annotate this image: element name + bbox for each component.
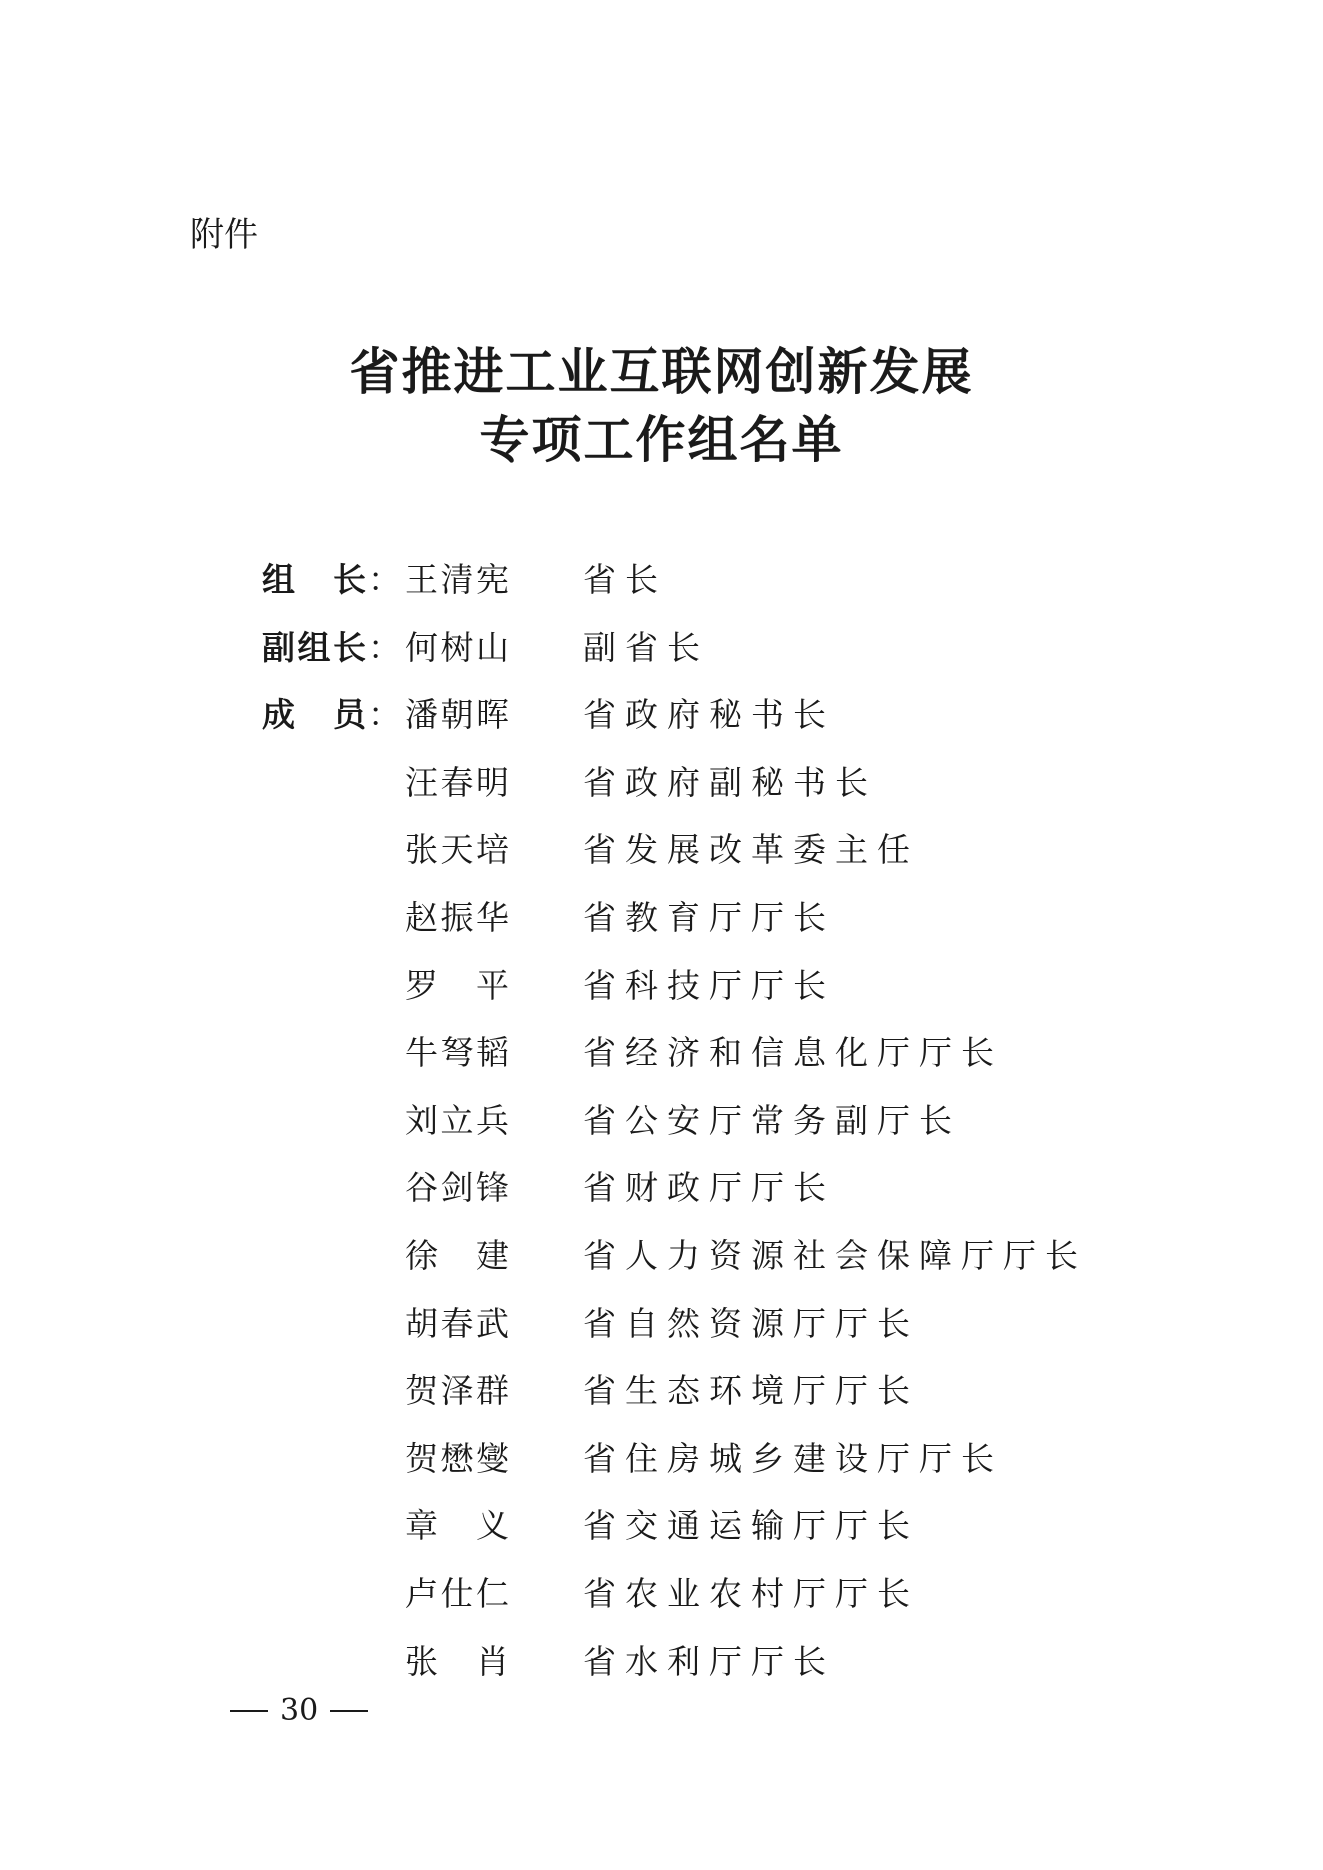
roster-post: 省发展改革委主任 xyxy=(583,830,919,870)
roster-name-char: 章 xyxy=(405,1506,438,1546)
roster-name xyxy=(405,1028,509,1078)
roster-name-char: 韬 xyxy=(476,1033,509,1073)
roster-name-char: 张 xyxy=(405,1641,438,1681)
roster-post: 省住房城乡建设厅厅长 xyxy=(583,1438,1003,1478)
roster-post: 省交通运输厅厅长 xyxy=(583,1506,919,1546)
roster-role-char: 组 xyxy=(262,560,295,599)
roster-name-char: 赵 xyxy=(405,898,438,937)
roster-post: 省经济和信息化厅厅长 xyxy=(583,1033,1003,1073)
roster-post: 省农业农村厅厅长 xyxy=(583,1574,919,1613)
roster-name-char: 明 xyxy=(476,762,509,802)
roster-post: 省长 xyxy=(583,560,667,599)
roster-row xyxy=(0,961,1323,1011)
roster-name xyxy=(405,1569,509,1619)
roster-post: 省教育厅厅长 xyxy=(583,898,835,937)
roster-name-char: 贺 xyxy=(405,1371,438,1411)
roster-row xyxy=(0,1299,1323,1349)
roster-colon: ： xyxy=(368,627,401,667)
roster-name-char: 汪 xyxy=(405,762,438,802)
roster-name-char: 贺 xyxy=(405,1438,438,1478)
roster-row xyxy=(0,893,1323,943)
roster-post: 省政府副秘书长 xyxy=(583,762,877,802)
roster-name xyxy=(405,1501,509,1551)
roster-name-char: 立 xyxy=(440,1100,474,1140)
roster-post: 省自然资源厅厅长 xyxy=(583,1303,919,1343)
roster-name-char: 仁 xyxy=(476,1574,509,1613)
roster-name-char: 朝 xyxy=(440,695,474,735)
roster-name xyxy=(405,893,509,943)
roster-name-char: 卢 xyxy=(405,1574,438,1613)
roster-name xyxy=(405,1163,509,1213)
roster-role-char: 组 xyxy=(297,627,331,667)
roster-post: 省公安厅常务副厅长 xyxy=(583,1100,961,1140)
roster-name-char: 仕 xyxy=(440,1574,474,1613)
roster-name-char: 肖 xyxy=(476,1641,509,1681)
roster-name xyxy=(405,623,509,673)
page-number: 30 xyxy=(280,1693,319,1728)
document-title-line-1: 省推进工业互联网创新发展 xyxy=(349,342,974,401)
roster-row xyxy=(0,758,1323,808)
roster-name-char: 兵 xyxy=(476,1100,509,1140)
roster-name xyxy=(405,961,509,1011)
roster-role-char: 成 xyxy=(262,695,295,735)
roster-role-char: 长 xyxy=(333,560,366,599)
roster-name xyxy=(405,825,509,875)
roster-name xyxy=(405,690,509,740)
roster-row xyxy=(0,1569,1323,1619)
roster-name-char: 何 xyxy=(405,627,438,667)
right-dash xyxy=(330,1710,368,1712)
roster-name-char: 春 xyxy=(440,1303,474,1343)
roster-name xyxy=(405,758,509,808)
roster-row xyxy=(0,1501,1323,1551)
roster-name-char: 武 xyxy=(476,1303,509,1343)
roster-name xyxy=(405,1299,509,1349)
roster-post: 省生态环境厅厅长 xyxy=(583,1371,919,1411)
roster-row xyxy=(0,623,1323,673)
roster-name-char: 树 xyxy=(440,627,474,667)
roster-name-char: 潘 xyxy=(405,695,438,735)
roster-name-char: 张 xyxy=(405,830,438,870)
roster-name xyxy=(405,1434,509,1484)
roster-row xyxy=(0,1163,1323,1213)
roster-name-char: 徐 xyxy=(405,1236,438,1275)
roster-name-char: 平 xyxy=(476,965,509,1005)
left-dash xyxy=(230,1710,268,1712)
roster-post: 省财政厅厅长 xyxy=(583,1168,835,1208)
roster-role-char: 副 xyxy=(262,627,295,667)
roster-name-char: 弩 xyxy=(440,1033,474,1073)
roster-name-char: 锋 xyxy=(476,1168,509,1208)
roster-post: 省水利厅厅长 xyxy=(583,1641,835,1681)
roster-name-char: 晖 xyxy=(476,695,509,735)
roster-role-char: 长 xyxy=(333,627,366,667)
roster-role xyxy=(262,690,366,740)
document-title-line-2: 专项工作组名单 xyxy=(479,410,844,469)
roster-name-char: 义 xyxy=(476,1506,509,1546)
roster-name-char: 刘 xyxy=(405,1100,438,1140)
roster-name-char: 王 xyxy=(405,560,438,599)
roster-name-char: 罗 xyxy=(405,965,438,1005)
roster-name-char: 华 xyxy=(476,898,509,937)
roster-name-char: 群 xyxy=(476,1371,509,1411)
roster-row xyxy=(0,1637,1323,1687)
roster-role xyxy=(262,555,366,605)
roster-role xyxy=(262,623,366,673)
roster-name-char: 山 xyxy=(476,627,509,667)
roster-name-char: 振 xyxy=(440,898,474,937)
roster-name-char: 牛 xyxy=(405,1033,438,1073)
roster-name xyxy=(405,1096,509,1146)
roster-post: 省政府秘书长 xyxy=(583,695,835,735)
roster-name-char: 清 xyxy=(440,560,474,599)
roster-name xyxy=(405,1231,509,1281)
roster-post: 副省长 xyxy=(583,627,709,667)
roster-name xyxy=(405,1366,509,1416)
roster-row xyxy=(0,1028,1323,1078)
roster-post: 省人力资源社会保障厅厅长 xyxy=(583,1236,1087,1275)
roster-post: 省科技厅厅长 xyxy=(583,965,835,1005)
roster-name-char: 懋 xyxy=(440,1438,474,1478)
roster-row xyxy=(0,1366,1323,1416)
attachment-label: 附件 xyxy=(190,215,258,255)
roster-row xyxy=(0,1231,1323,1281)
roster-row xyxy=(0,555,1323,605)
roster-row xyxy=(0,1096,1323,1146)
roster-name-char: 胡 xyxy=(405,1303,438,1343)
roster-role-char: 员 xyxy=(333,695,366,735)
page-footer xyxy=(230,1693,368,1728)
roster-name-char: 谷 xyxy=(405,1168,438,1208)
roster-name-char: 剑 xyxy=(440,1168,474,1208)
roster-name-char: 培 xyxy=(476,830,509,870)
roster-name-char: 泽 xyxy=(440,1371,474,1411)
roster-name-char: 宪 xyxy=(476,560,509,599)
roster-row xyxy=(0,1434,1323,1484)
roster-name xyxy=(405,555,509,605)
roster-row xyxy=(0,825,1323,875)
roster-name-char: 燮 xyxy=(476,1438,509,1478)
roster-colon: ： xyxy=(368,560,401,599)
roster-name-char: 建 xyxy=(476,1236,509,1275)
roster-name xyxy=(405,1637,509,1687)
roster-name-char: 春 xyxy=(440,762,474,802)
roster-colon: ： xyxy=(368,695,401,735)
roster-name-char: 天 xyxy=(440,830,474,870)
roster-row xyxy=(0,690,1323,740)
